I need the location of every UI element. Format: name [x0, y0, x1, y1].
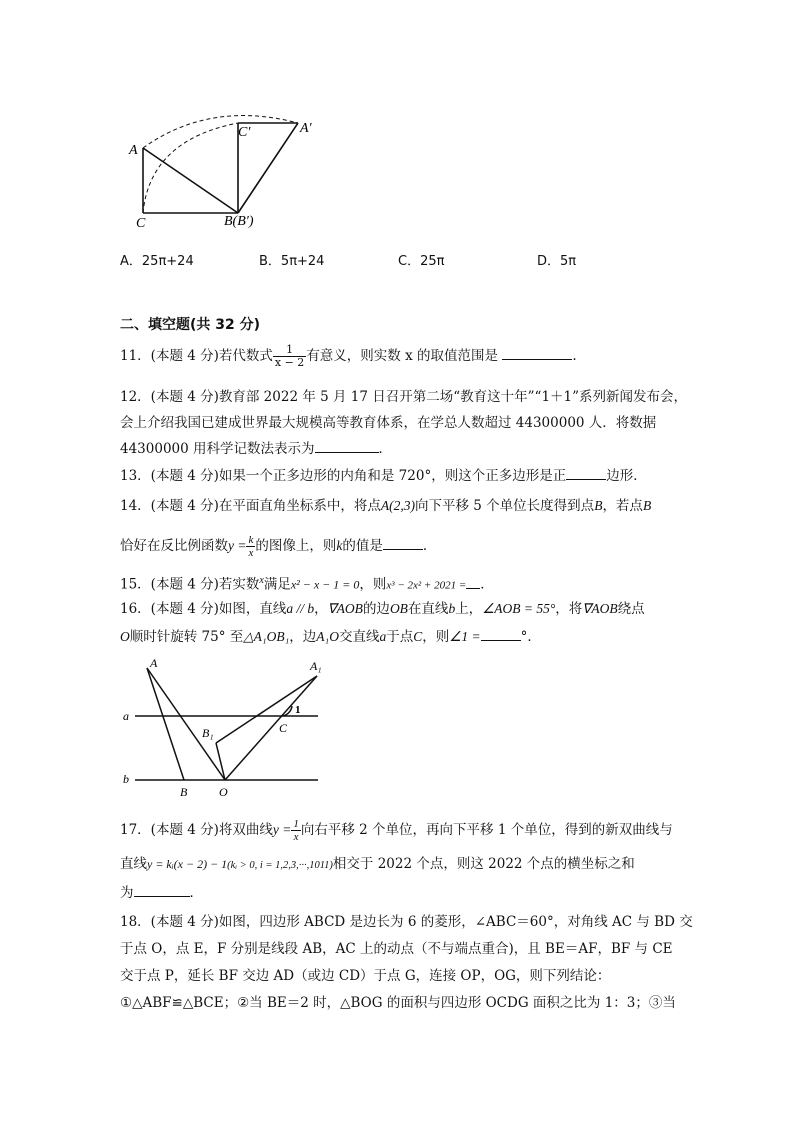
- label-A-prime: A′: [300, 121, 312, 136]
- question-18-line-3: 交于点 P，延长 BF 交边 AD（或边 CD）于点 G，连接 OP，OG，则下列结论：: [120, 968, 611, 984]
- question-18-line-1: 18．(本题 4 分)如图，四边形 ABCD 是边长为 6 的菱形，∠ABC＝60°，对角线 AC 与 BD 交: [120, 914, 693, 930]
- question-14-line-1: 14．(本题 4 分)在平面直角坐标系中，将点A(2,3)向下平移 5 个单位长度得到点B，若点B: [120, 498, 652, 514]
- label-a: a: [123, 709, 129, 723]
- label-B: B(B′): [224, 214, 254, 229]
- question-18-line-2: 于点 O，点 E，F 分别是线段 AB，AC 上的动点（不与端点重合)，且 BE＝AF，BF 与 CE: [120, 941, 673, 957]
- label-C: C: [136, 216, 146, 230]
- label-O: O: [219, 785, 228, 799]
- option-d[interactable]: D．5π: [537, 254, 577, 269]
- answer-blank-11[interactable]: [502, 347, 572, 360]
- question-13: 13．(本题 4 分)如果一个正多边形的内角和是 720°，则这个正多边形是正 边形．: [120, 468, 647, 484]
- question-14-line-2: 恰好在反比例函数y = $\frac{k}{x}$ 的图像上，则k的值是 ．: [120, 534, 437, 559]
- label-C-prime: C′: [238, 125, 251, 140]
- rotation-figure: [120, 110, 340, 230]
- parallel-lines-figure: [118, 655, 328, 800]
- answer-blank-17[interactable]: [134, 884, 190, 897]
- question-12-line-1: 12．(本题 4 分)教育部 2022 年 5 月 17 日召开第二场“教育这十年”“1＋1”系列新闻发布会，: [120, 389, 688, 405]
- option-a[interactable]: A．25π+24: [120, 254, 194, 269]
- answer-blank-16[interactable]: [481, 628, 521, 641]
- section-title: 二、填空题(共 32 分): [120, 317, 261, 333]
- question-16-line-2: O顺时针旋转 75° 至△A₁OB₁，边A₁O交直线a于点C，则∠1 = °．: [120, 629, 541, 645]
- label-A: A: [129, 143, 138, 158]
- label-A: A: [150, 656, 158, 670]
- answer-blank-15[interactable]: [466, 576, 480, 589]
- answer-blank-12[interactable]: [315, 440, 379, 453]
- question-12-line-2: 会上介绍我国已建成世界最大规模高等教育体系，在学总人数超过 44300000 人．将数据: [120, 415, 657, 431]
- label-angle-1: 1: [295, 704, 301, 716]
- label-B1: B₁: [202, 726, 214, 740]
- answer-blank-14[interactable]: [383, 537, 423, 550]
- question-12-line-3: 44300000 用科学记数法表示为 ．: [120, 441, 393, 457]
- label-b: b: [123, 772, 129, 786]
- question-17-line-3: 为 ．: [120, 885, 203, 901]
- question-16-line-1: 16．(本题 4 分)如图，直线a // b，∇AOB的边OB在直线b上，∠AOB = 55°，将∇AOB绕点: [120, 601, 645, 617]
- question-15: 15．(本题 4 分)若实数$^x$满足x² − x − 1 = 0，则x³ − 2x² + 2021 = ．: [120, 575, 494, 593]
- question-17-line-2: 直线y = kᵢ(x − 2) − 1(kᵢ > 0, i = 1,2,3,···,1011)相交于 2022 个点，则这 2022 个点的横坐标之和: [120, 856, 635, 872]
- option-b[interactable]: B．5π+24: [259, 254, 325, 269]
- label-C: C: [279, 721, 288, 735]
- option-c[interactable]: C．25π: [398, 254, 445, 269]
- answer-blank-13[interactable]: [566, 467, 606, 480]
- label-B: B: [180, 785, 188, 799]
- question-11: 11．(本题 4 分)若代数式 $\frac{1}{x - 2}$ 有意义，则实数 x 的取值范围是 .: [120, 343, 577, 369]
- question-17-line-1: 17．(本题 4 分)将双曲线y = $\frac{1}{x}$ 向右平移 2 个单位，再向下平移 1 个单位，得到的新双曲线与: [120, 818, 673, 843]
- label-A1: A₁: [310, 659, 322, 673]
- question-18-line-4: ①△ABF≌△BCE；②当 BE＝2 时，△BOG 的面积与四边形 OCDG 面积之比为 1：3；③当: [120, 995, 676, 1011]
